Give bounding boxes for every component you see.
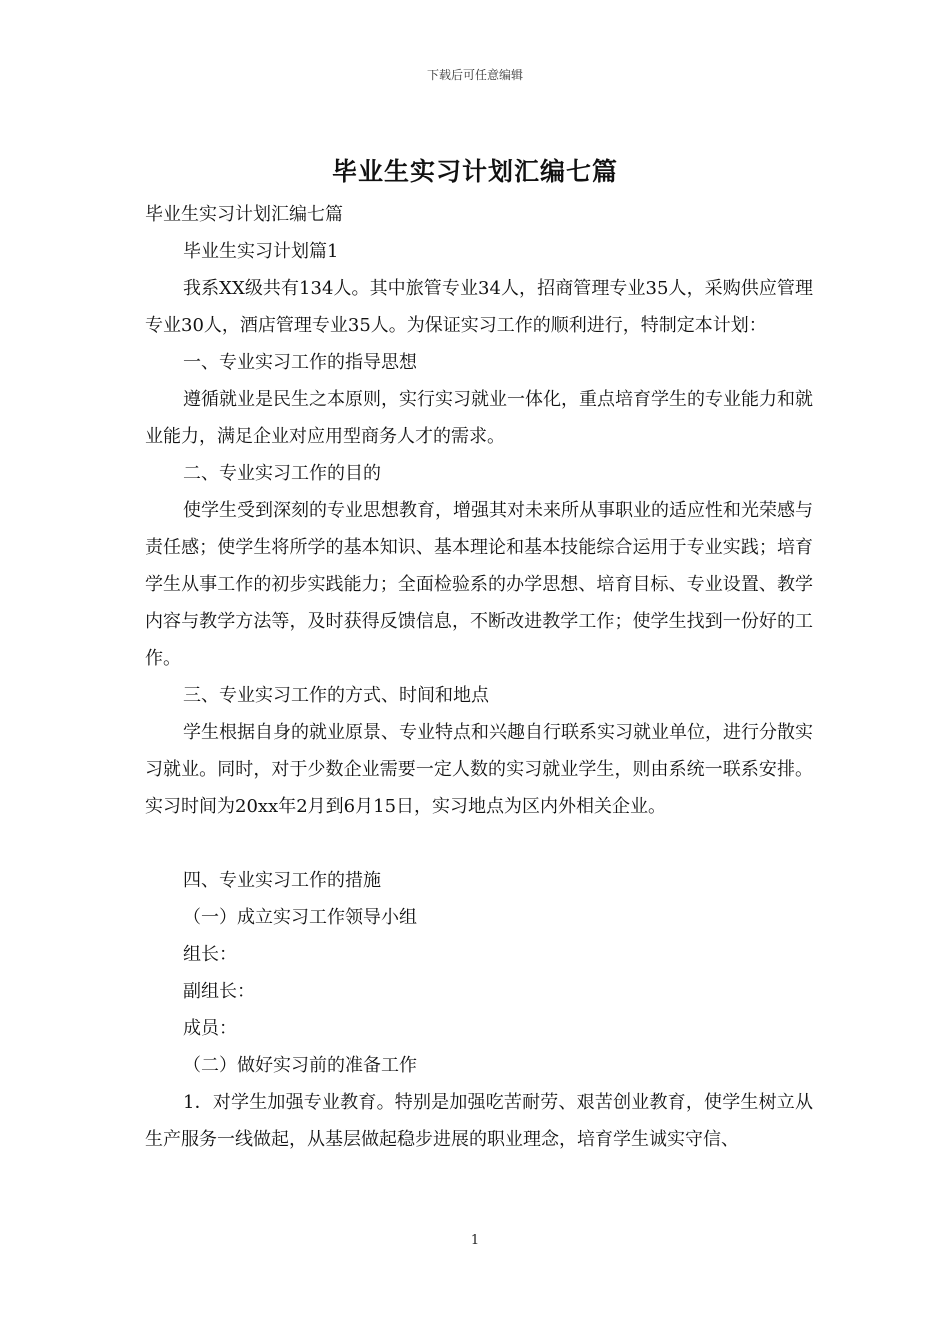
section-heading: 毕业生实习计划篇1 [183, 241, 339, 262]
blank-line [145, 825, 813, 862]
heading-measures: 四、专业实习工作的措施 [183, 870, 381, 891]
subheading-leadership-group: （一）成立实习工作领导小组 [183, 907, 417, 928]
document-title: 毕业生实习计划汇编七篇 [331, 157, 618, 186]
intro-paragraph: 我系XX级共有134人。其中旅管专业34人，招商管理专业35人，采购供应管理专业30人，酒店管理专业35人。为保证实习工作的顺利进行，特制定本计划： [145, 278, 813, 336]
paragraph-method-time-place: 学生根据自身的就业原景、专业特点和兴趣自行联系实习就业单位，进行分散实习就业。同时，对于少数企业需要一定人数的实习就业学生，则由系统一联系安排。实习时间为20xx年2月到6月15日，实习地点为区内外相关企业。 [145, 722, 813, 817]
header-note: 下载后可任意编辑 [426, 68, 523, 82]
paragraph-purpose: 使学生受到深刻的专业思想教育，增强其对未来所从事职业的适应性和光荣感与责任感；使学生将所学的基本知识、基本理论和基本技能综合运用于专业实践；培育学生从事工作的初步实践能力；全面检验系的办学思想、培育目标、专业设置、教学内容与教学方法等，及时获得反馈信息，不断改进教学工作；使学生找到一份好的工作。 [145, 500, 813, 669]
subheading-preparation: （二）做好实习前的准备工作 [183, 1055, 417, 1076]
heading-guiding-thought: 一、专业实习工作的指导思想 [183, 352, 417, 373]
page-number: 1 [470, 1233, 480, 1248]
paragraph-guiding-thought: 遵循就业是民生之本原则，实行实习就业一体化，重点培育学生的专业能力和就业能力，满足企业对应用型商务人才的需求。 [145, 389, 813, 447]
deputy-leader-line: 副组长： [183, 981, 255, 1002]
subtitle-line: 毕业生实习计划汇编七篇 [145, 204, 343, 225]
heading-method-time-place: 三、专业实习工作的方式、时间和地点 [183, 685, 489, 706]
heading-purpose: 二、专业实习工作的目的 [183, 463, 381, 484]
document-body [145, 196, 813, 1158]
paragraph-preparation-1: 1．对学生加强专业教育。特别是加强吃苦耐劳、艰苦创业教育，使学生树立从生产服务一线做起，从基层做起稳步进展的职业理念，培育学生诚实守信、 [145, 1092, 813, 1150]
members-line: 成员： [183, 1018, 237, 1039]
leader-line: 组长： [183, 944, 237, 965]
